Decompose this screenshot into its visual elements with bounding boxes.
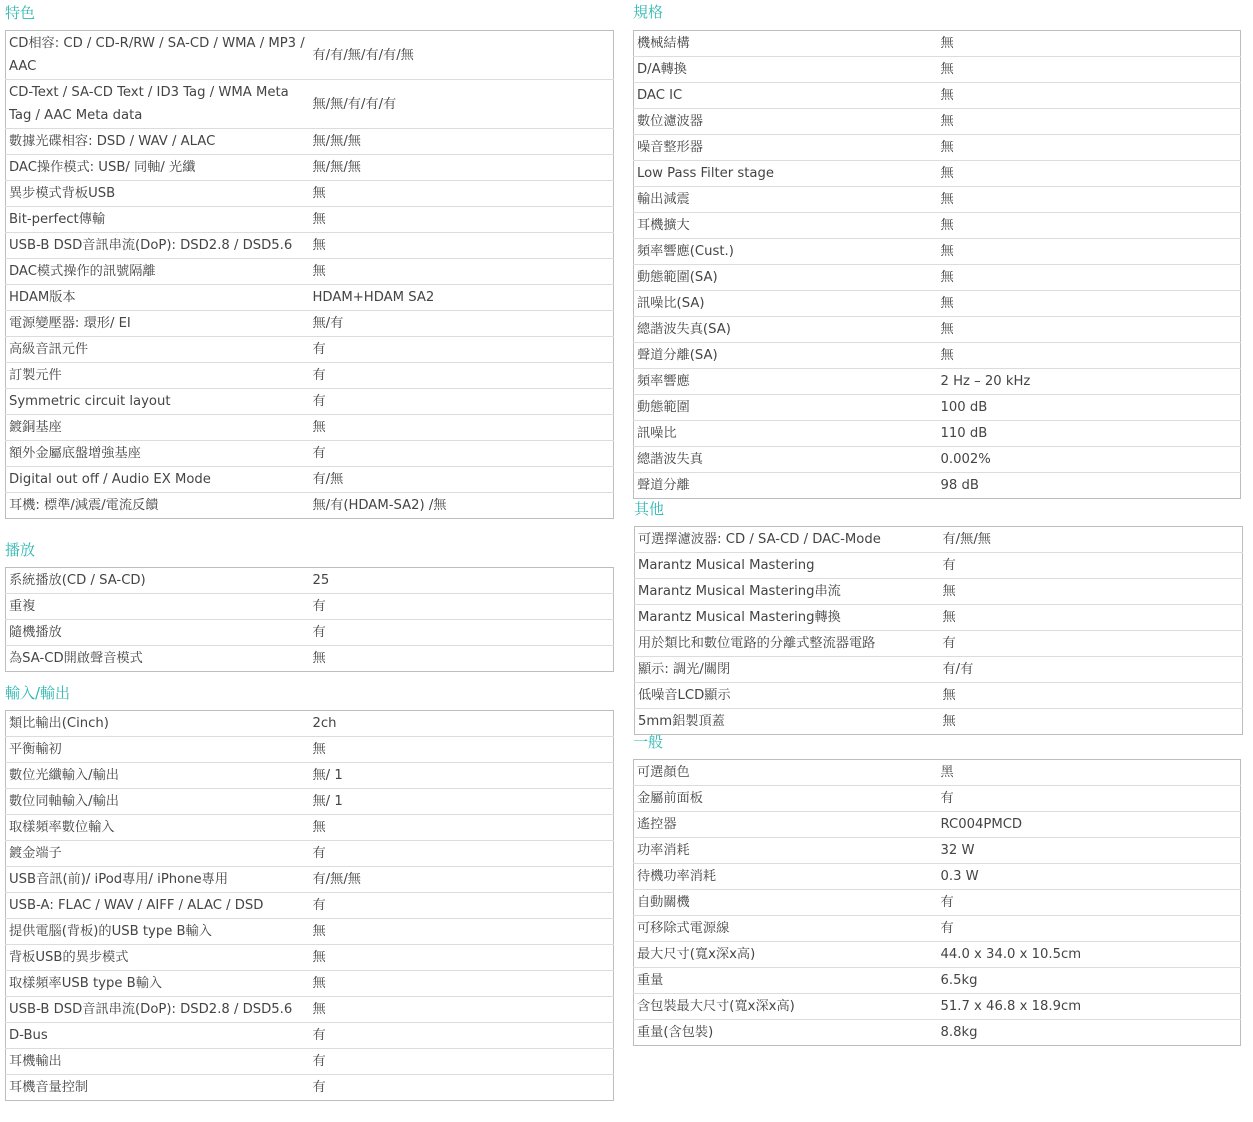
spec-value: 無 <box>310 181 614 207</box>
spec-row <box>6 594 614 620</box>
spec-row <box>634 786 1241 812</box>
spec-row <box>6 467 614 493</box>
spec-row <box>6 207 614 233</box>
spec-row <box>634 343 1241 369</box>
spec-value: 無 <box>310 815 614 841</box>
spec-row <box>6 415 614 441</box>
spec-row <box>6 80 614 129</box>
spec-row <box>6 181 614 207</box>
spec-value: 8.8kg <box>940 1025 978 1040</box>
spec-row <box>634 31 1241 57</box>
spec-label: 用於類比和數位電路的分離式整流器電路 <box>635 631 940 657</box>
spec-value: 有 <box>310 594 614 620</box>
spec-row <box>634 1020 1241 1046</box>
spec-row <box>6 337 614 363</box>
spec-label: 低噪音LCD顯示 <box>635 683 940 709</box>
spec-value: 2ch <box>310 711 614 737</box>
spec-value: 有/有 <box>940 657 1243 683</box>
spec-row <box>6 789 614 815</box>
spec-value: 有 <box>310 1049 614 1075</box>
spec-value: 有 <box>310 337 614 363</box>
spec-label: Marantz Musical Mastering轉換 <box>635 605 940 631</box>
spec-label: 輸出減震 <box>634 187 938 213</box>
spec-label: 頻率響應(Cust.) <box>634 239 938 265</box>
spec-label: 額外金屬底盤增強基座 <box>6 441 310 467</box>
spec-label: 總諧波失真(SA) <box>634 317 938 343</box>
spec-value: 無 <box>938 31 1241 57</box>
io-rows <box>6 711 614 1101</box>
spec-label: 功率消耗 <box>634 838 938 864</box>
spec-label: Digital out off / Audio EX Mode <box>6 467 310 493</box>
spec-row <box>6 893 614 919</box>
spec-label: 耳機輸出 <box>6 1049 310 1075</box>
spec-row <box>6 763 614 789</box>
spec-label: DAC IC <box>634 83 938 109</box>
section-title-other: 其他 <box>634 500 665 518</box>
spec-value: 無/ 1 <box>310 789 614 815</box>
spec-label: USB-A: FLAC / WAV / AIFF / ALAC / DSD <box>6 893 310 919</box>
spec-value: 無 <box>310 997 614 1023</box>
spec-label: USB-B DSD音訊串流(DoP): DSD2.8 / DSD5.6 <box>6 233 310 259</box>
spec-label: USB-B DSD音訊串流(DoP): DSD2.8 / DSD5.6 <box>6 997 310 1023</box>
spec-row <box>634 942 1241 968</box>
spec-label: 待機功率消耗 <box>634 864 938 890</box>
spec-label: 數位光纖輸入/輸出 <box>6 763 310 789</box>
spec-label: CD-Text / SA-CD Text / ID3 Tag / WMA Meta Tag / AAC Meta data <box>6 80 310 129</box>
spec-label: 金屬前面板 <box>634 786 938 812</box>
spec-value: 無 <box>938 317 1241 343</box>
other-rows <box>635 527 1243 735</box>
spec-row <box>634 161 1241 187</box>
spec-label: 取樣頻率數位輸入 <box>6 815 310 841</box>
spec-row <box>634 447 1241 473</box>
spec-label: Marantz Musical Mastering <box>635 553 940 579</box>
spec-row <box>6 259 614 285</box>
spec-row <box>634 421 1241 447</box>
spec-label: USB音訊(前)/ iPod專用/ iPhone專用 <box>6 867 310 893</box>
spec-label: 動態範圍 <box>634 395 938 421</box>
spec-label: Low Pass Filter stage <box>634 161 938 187</box>
spec-label: 高級音訊元件 <box>6 337 310 363</box>
spec-value: 無 <box>310 259 614 285</box>
spec-label: 提供電腦(背板)的USB type B輸入 <box>6 919 310 945</box>
features-table <box>5 30 614 519</box>
spec-value: 無 <box>310 233 614 259</box>
spec-label: 耳機擴大 <box>634 213 938 239</box>
spec-value: 有 <box>310 363 614 389</box>
spec-row <box>634 369 1241 395</box>
spec-value: 有 <box>310 841 614 867</box>
spec-row <box>6 1023 614 1049</box>
spec-row <box>634 135 1241 161</box>
spec-row <box>6 711 614 737</box>
spec-value: RC004PMCD <box>938 812 1241 838</box>
spec-row <box>6 815 614 841</box>
spec-value: 黑 <box>938 760 1241 786</box>
spec-value: 有 <box>310 620 614 646</box>
spec-value: 100 dB <box>938 395 1241 421</box>
spec-label: 重複 <box>6 594 310 620</box>
spec-label: 總諧波失真 <box>634 447 938 473</box>
spec-row <box>634 473 1241 499</box>
spec-label: 取樣頻率USB type B輸入 <box>6 971 310 997</box>
spec-label: 耳機音量控制 <box>9 1080 89 1095</box>
spec-value: 無/ 1 <box>310 763 614 789</box>
spec-value: 有 <box>940 553 1243 579</box>
spec-row <box>634 187 1241 213</box>
spec-row <box>634 265 1241 291</box>
spec-row <box>6 919 614 945</box>
spec-row <box>634 83 1241 109</box>
spec-label: 電源變壓器: 環形/ EI <box>6 311 310 337</box>
spec-row <box>634 317 1241 343</box>
spec-value: 25 <box>310 568 614 594</box>
spec-row <box>6 441 614 467</box>
spec-label: 平衡輸初 <box>6 737 310 763</box>
io-table <box>5 710 614 1101</box>
other-table <box>634 526 1243 735</box>
spec-row <box>634 57 1241 83</box>
spec-row <box>634 890 1241 916</box>
spec-value: 有 <box>310 441 614 467</box>
spec-row <box>634 239 1241 265</box>
spec-row <box>634 838 1241 864</box>
spec-row <box>634 109 1241 135</box>
spec-value: 無/無/有/有/有 <box>310 80 614 129</box>
spec-row <box>6 233 614 259</box>
spec-row <box>6 568 614 594</box>
spec-row <box>6 1075 614 1101</box>
section-title-io: 輸入/輸出 <box>5 684 71 702</box>
spec-label: 鍍銅基座 <box>6 415 310 441</box>
specs-rows <box>634 31 1241 499</box>
section-title-general: 一般 <box>633 733 664 751</box>
spec-row <box>635 683 1243 709</box>
general-rows <box>634 760 1241 1046</box>
spec-label: 系統播放(CD / SA-CD) <box>6 568 310 594</box>
spec-label: 5mm鋁製頂蓋 <box>638 714 725 729</box>
spec-row <box>635 579 1243 605</box>
specs-table <box>633 30 1241 499</box>
spec-value: 有 <box>310 893 614 919</box>
spec-label: DAC操作模式: USB/ 同軸/ 光纖 <box>6 155 310 181</box>
spec-value: 6.5kg <box>938 968 1241 994</box>
spec-value: 51.7 x 46.8 x 18.9cm <box>938 994 1241 1020</box>
spec-value: 無 <box>938 83 1241 109</box>
spec-row <box>634 994 1241 1020</box>
spec-value: 無 <box>938 239 1241 265</box>
spec-value: 98 dB <box>940 478 979 493</box>
spec-label: 耳機: 標準/減震/電流反饋 <box>9 498 159 513</box>
spec-row <box>634 213 1241 239</box>
spec-label: 數位同軸輸入/輸出 <box>6 789 310 815</box>
spec-value: 有/無/無 <box>310 867 614 893</box>
spec-value: 無 <box>310 415 614 441</box>
spec-row <box>6 841 614 867</box>
spec-label: 訂製元件 <box>6 363 310 389</box>
playback-table <box>5 567 614 672</box>
spec-row <box>6 129 614 155</box>
spec-value: 0.3 W <box>938 864 1241 890</box>
spec-label: 重量(含包裝) <box>637 1025 714 1040</box>
spec-row <box>634 291 1241 317</box>
spec-value: 有 <box>940 631 1243 657</box>
spec-value: 無 <box>938 161 1241 187</box>
spec-label: 自動關機 <box>634 890 938 916</box>
spec-label: CD相容: CD / CD-R/RW / SA-CD / WMA / MP3 / AAC <box>6 31 310 80</box>
spec-value: 無 <box>310 737 614 763</box>
spec-label: 訊噪比 <box>634 421 938 447</box>
spec-row <box>6 363 614 389</box>
spec-label: 隨機播放 <box>6 620 310 646</box>
spec-value: 無 <box>312 651 326 666</box>
spec-row <box>6 493 614 519</box>
spec-row <box>634 395 1241 421</box>
spec-value: 無 <box>310 971 614 997</box>
spec-label: 可選擇濾波器: CD / SA-CD / DAC-Mode <box>635 527 940 553</box>
spec-label: 為SA-CD開啟聲音模式 <box>9 651 143 666</box>
general-table <box>633 759 1241 1046</box>
spec-value: 無 <box>940 605 1243 631</box>
spec-value: 32 W <box>938 838 1241 864</box>
spec-row <box>634 916 1241 942</box>
spec-label: Symmetric circuit layout <box>6 389 310 415</box>
section-title-playback: 播放 <box>5 541 36 559</box>
spec-label: 噪音整形器 <box>634 135 938 161</box>
spec-label: 頻率響應 <box>634 369 938 395</box>
spec-label: 數位濾波器 <box>634 109 938 135</box>
spec-value: 無 <box>938 291 1241 317</box>
spec-row <box>6 646 614 672</box>
spec-row <box>6 867 614 893</box>
spec-value: 無 <box>938 135 1241 161</box>
spec-label: 數據光碟相容: DSD / WAV / ALAC <box>6 129 310 155</box>
spec-value: 無 <box>938 265 1241 291</box>
spec-row <box>634 864 1241 890</box>
spec-label: 聲道分離(SA) <box>634 343 938 369</box>
spec-label: 鍍金端子 <box>6 841 310 867</box>
spec-row <box>634 812 1241 838</box>
spec-label: 遙控器 <box>634 812 938 838</box>
spec-row <box>635 631 1243 657</box>
spec-value: 無 <box>938 57 1241 83</box>
spec-row <box>6 31 614 80</box>
spec-row <box>635 605 1243 631</box>
spec-label: 含包裝最大尺寸(寬x深x高) <box>634 994 938 1020</box>
spec-value: 有 <box>938 786 1241 812</box>
spec-value: 無 <box>938 343 1241 369</box>
spec-value: 有 <box>310 1023 614 1049</box>
spec-value: 無 <box>310 207 614 233</box>
section-title-features: 特色 <box>5 4 36 22</box>
spec-row <box>6 971 614 997</box>
spec-label: Bit-perfect傳輸 <box>6 207 310 233</box>
spec-row <box>6 737 614 763</box>
spec-row <box>6 1049 614 1075</box>
spec-value: 無 <box>940 579 1243 605</box>
spec-row <box>635 709 1243 735</box>
spec-value: 0.002% <box>938 447 1241 473</box>
features-rows <box>6 31 614 519</box>
spec-value: HDAM+HDAM SA2 <box>310 285 614 311</box>
spec-value: 有 <box>312 1080 326 1095</box>
spec-value: 無 <box>940 683 1243 709</box>
spec-label: 聲道分離 <box>637 478 690 493</box>
spec-label: 訊噪比(SA) <box>634 291 938 317</box>
spec-value: 無 <box>938 187 1241 213</box>
spec-value: 2 Hz – 20 kHz <box>938 369 1241 395</box>
spec-row <box>635 657 1243 683</box>
spec-label: D-Bus <box>6 1023 310 1049</box>
spec-row <box>6 311 614 337</box>
spec-value: 有 <box>310 389 614 415</box>
spec-label: D/A轉換 <box>634 57 938 83</box>
spec-label: 可移除式電源線 <box>634 916 938 942</box>
spec-label: 動態範圍(SA) <box>634 265 938 291</box>
spec-row <box>6 997 614 1023</box>
spec-value: 無/無/無 <box>310 129 614 155</box>
section-title-specs: 規格 <box>633 3 664 21</box>
spec-value: 有/有/無/有/有/無 <box>310 31 614 80</box>
spec-value: 有/無/無 <box>940 527 1243 553</box>
spec-label: 背板USB的異步模式 <box>6 945 310 971</box>
spec-row <box>6 155 614 181</box>
spec-label: DAC模式操作的訊號隔離 <box>6 259 310 285</box>
spec-row <box>635 553 1243 579</box>
spec-row <box>6 620 614 646</box>
spec-row <box>6 389 614 415</box>
spec-row <box>634 760 1241 786</box>
spec-value: 有 <box>938 890 1241 916</box>
spec-row <box>6 945 614 971</box>
playback-rows <box>6 568 614 672</box>
spec-value: 無/有(HDAM-SA2) /無 <box>312 498 447 513</box>
spec-value: 有 <box>938 916 1241 942</box>
spec-label: 機械結構 <box>634 31 938 57</box>
spec-label: 顯示: 調光/關閉 <box>635 657 940 683</box>
spec-label: 重量 <box>634 968 938 994</box>
spec-label: HDAM版本 <box>6 285 310 311</box>
spec-label: Marantz Musical Mastering串流 <box>635 579 940 605</box>
spec-value: 有/無 <box>310 467 614 493</box>
spec-value: 無/無/無 <box>310 155 614 181</box>
spec-value: 無 <box>938 213 1241 239</box>
spec-value: 無/有 <box>310 311 614 337</box>
spec-row <box>6 285 614 311</box>
spec-label: 可選顏色 <box>634 760 938 786</box>
spec-label: 最大尺寸(寬x深x高) <box>634 942 938 968</box>
spec-label: 類比輸出(Cinch) <box>6 711 310 737</box>
spec-value: 44.0 x 34.0 x 10.5cm <box>938 942 1241 968</box>
spec-value: 無 <box>310 945 614 971</box>
spec-value: 無 <box>938 109 1241 135</box>
spec-row <box>635 527 1243 553</box>
spec-value: 110 dB <box>938 421 1241 447</box>
spec-value: 無 <box>310 919 614 945</box>
spec-label: 異步模式背板USB <box>6 181 310 207</box>
spec-value: 無 <box>942 714 956 729</box>
spec-row <box>634 968 1241 994</box>
